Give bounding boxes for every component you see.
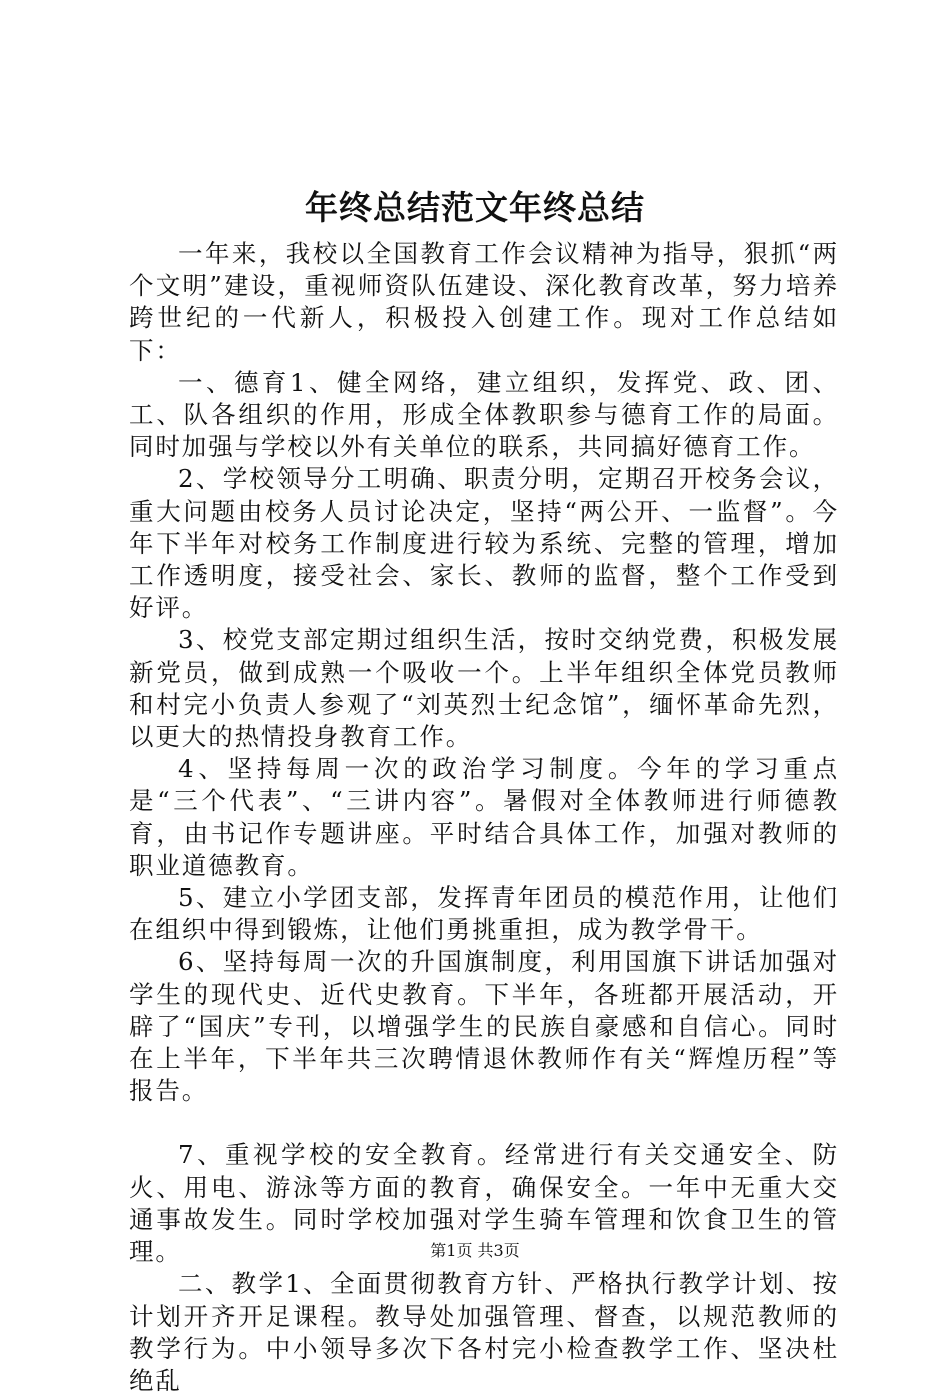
document-body: [129, 238, 839, 1397]
paragraph-moral-5: 5、建立小学团支部，发挥青年团员的模范作用，让他们在组织中得到锻炼，让他们勇挑重担，成为教学骨干。: [129, 883, 839, 945]
paragraph-teaching-1: 二、教学1、全面贯彻教育方针、严格执行教学计划、按计划开齐开足课程。教导处加强管理、督查，以规范教师的教学行为。中小领导多次下各村完小检查教学工作、坚决杜绝乱: [129, 1269, 839, 1395]
document-title: 年终总结范文年终总结: [305, 188, 645, 227]
paragraph-moral-4: 4、坚持每周一次的政治学习制度。今年的学习重点是“三个代表”、“三讲内容”。暑假对全体教师进行师德教育，由书记作专题讲座。平时结合具体工作，加强对教师的职业道德教育。: [129, 754, 839, 880]
paragraph-moral-3: 3、校党支部定期过组织生活，按时交纳党费，积极发展新党员，做到成熟一个吸收一个。上半年组织全体党员教师和村完小负责人参观了“刘英烈士纪念馆”，缅怀革命先烈，以更大的热情投身教育工作。: [129, 625, 839, 752]
paragraph-moral-2: 2、学校领导分工明确、职责分明，定期召开校务会议，重大问题由校务人员讨论决定，坚持“两公开、一监督”。今年下半年对校务工作制度进行较为系统、完整的管理，增加工作透明度，接受社会、家长、教师的监督，整个工作受到好评。: [129, 464, 839, 623]
paragraph-intro: 一年来，我校以全国教育工作会议精神为指导，狠抓“两个文明”建设，重视师资队伍建设、深化教育改革，努力培养跨世纪的一代新人，积极投入创建工作。现对工作总结如下：: [129, 239, 839, 365]
paragraph-moral-6: 6、坚持每周一次的升国旗制度，利用国旗下讲话加强对学生的现代史、近代史教育。下半年，各班都开展活动，开辟了“国庆”专刊，以增强学生的民族自豪感和自信心。同时在上半年，下半年共三次聘情退休教师作有关“辉煌历程”等报告。: [129, 947, 839, 1106]
paragraph-moral-1: 一、德育1、健全网络，建立组织，发挥党、政、团、工、队各组织的作用，形成全体教职参与德育工作的局面。同时加强与学校以外有关单位的联系，共同搞好德育工作。: [129, 367, 839, 462]
page-number: 第1页 共3页: [430, 1241, 520, 1260]
paragraph-moral-7: 7、重视学校的安全教育。经常进行有关交通安全、防火、用电、游泳等方面的教育，确保安全。一年中无重大交通事故发生。同时学校加强对学生骑车管理和饮食卫生的管理。: [129, 1140, 839, 1267]
